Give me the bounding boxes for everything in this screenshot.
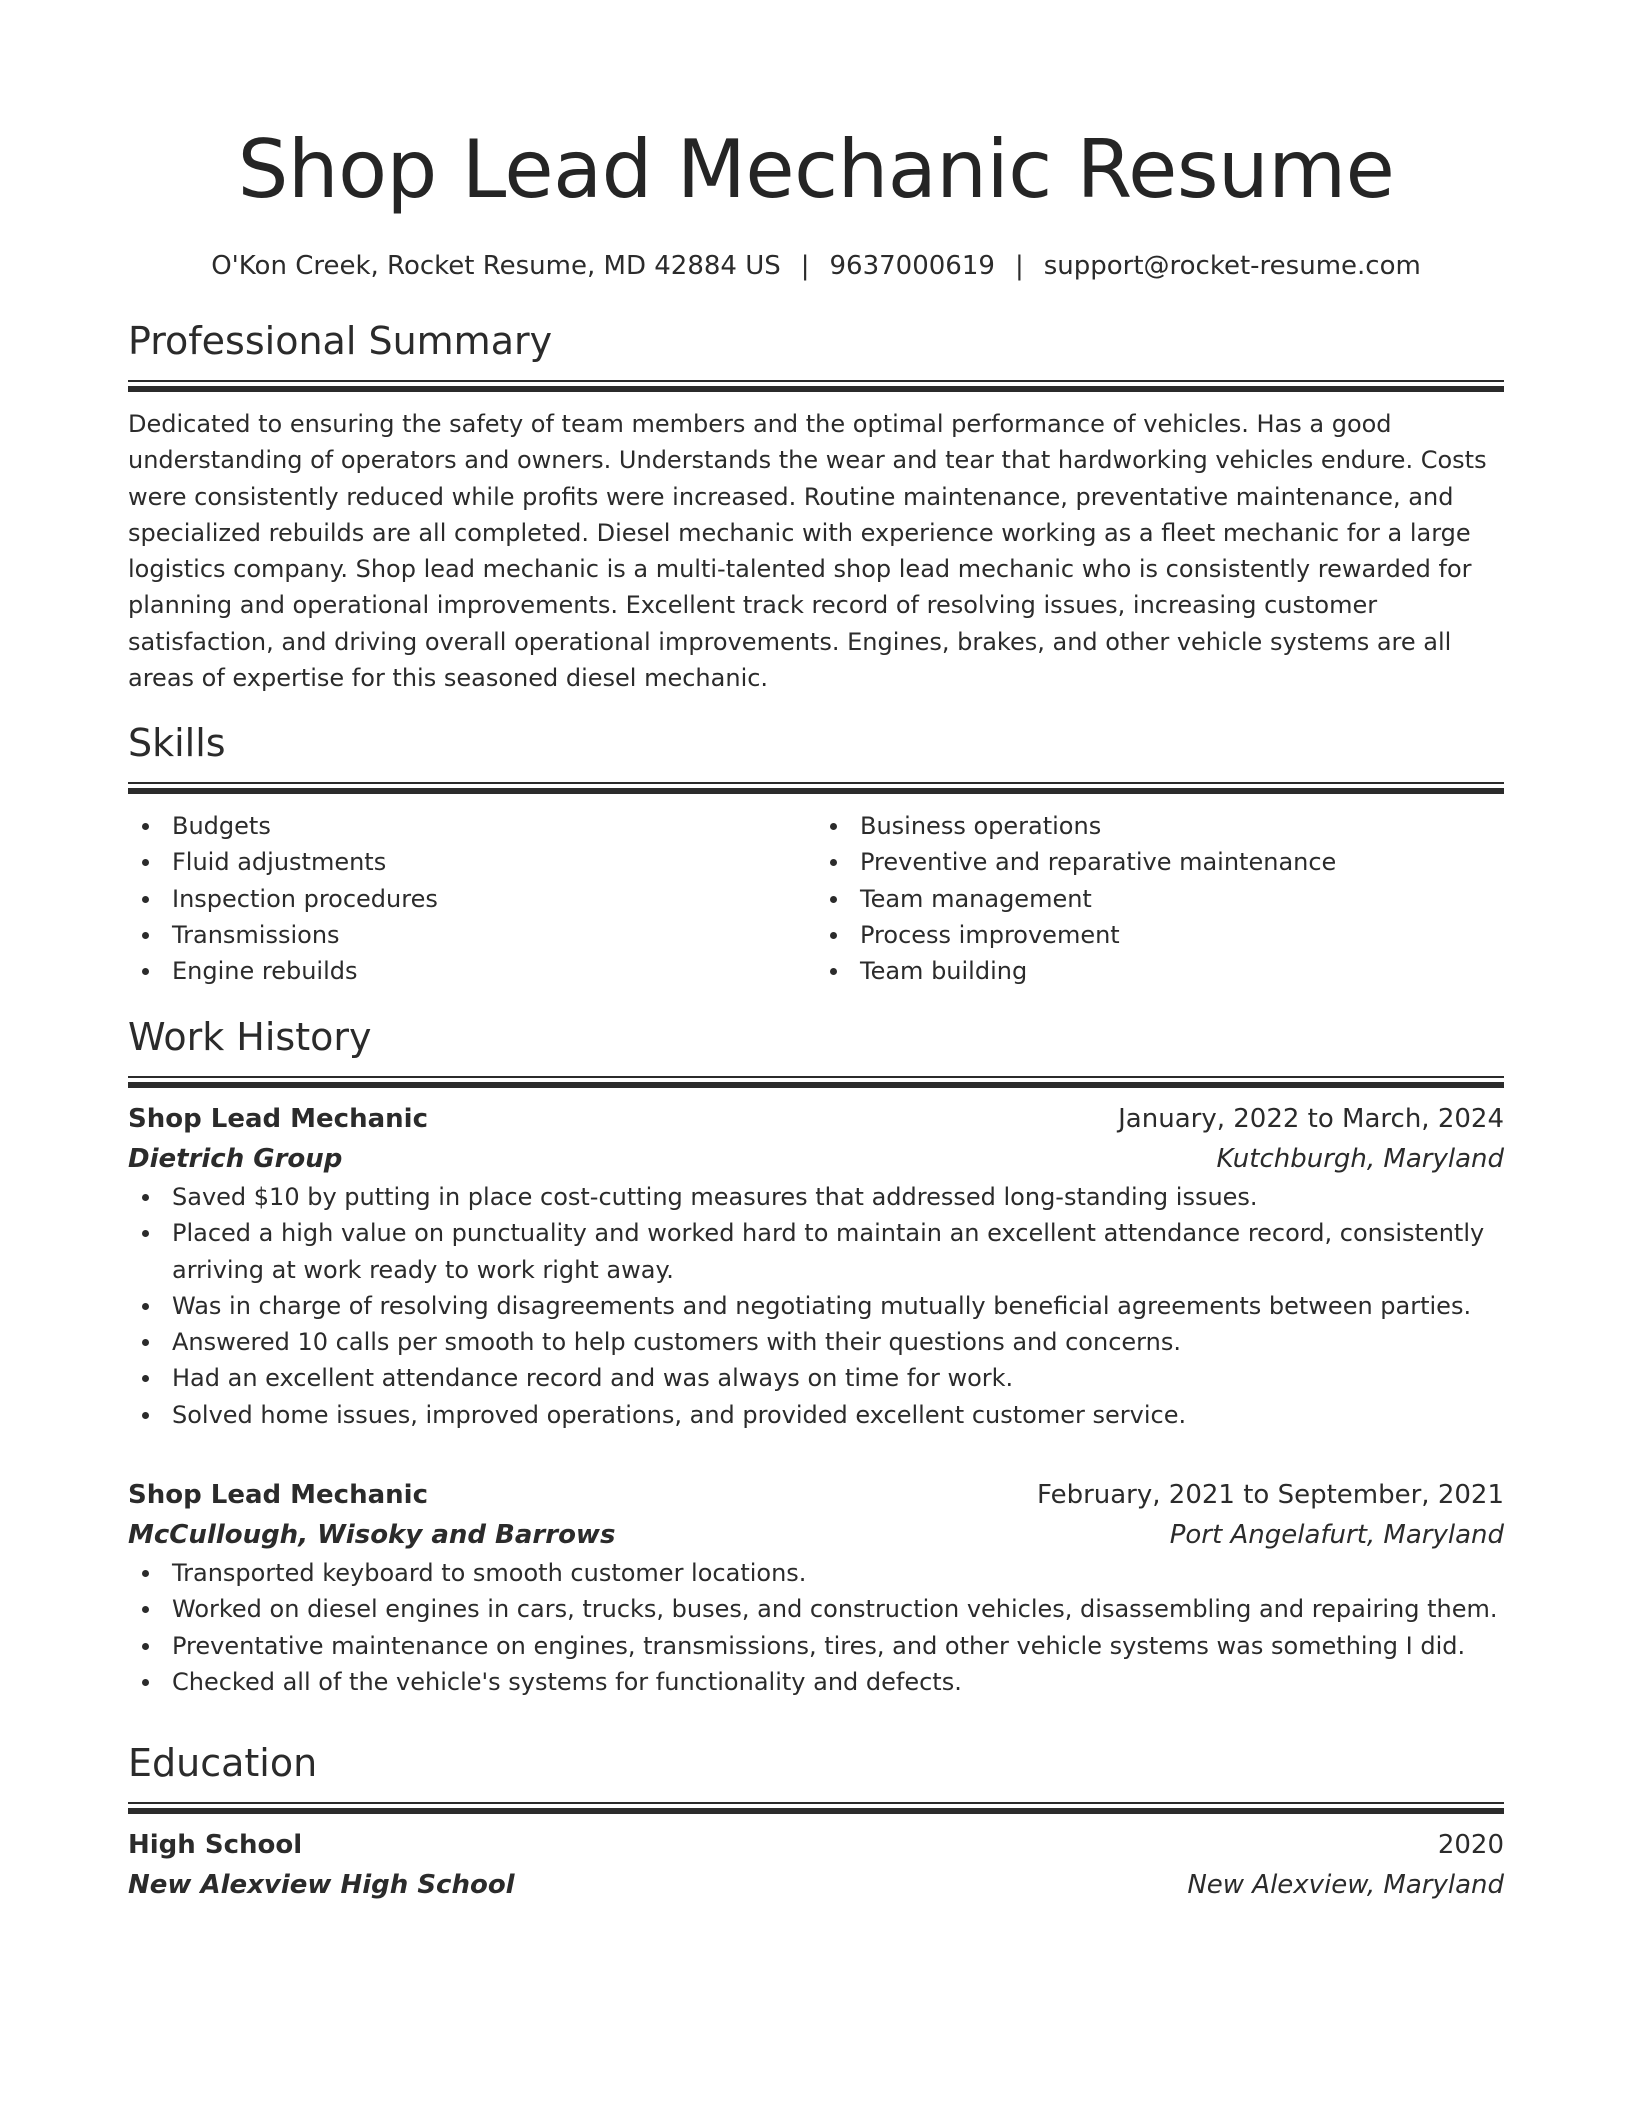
skills-section <box>128 718 1504 989</box>
job-entry <box>128 1475 1504 1700</box>
job-company-row <box>128 1515 1504 1555</box>
section-divider <box>128 782 1504 794</box>
skill-item: Transmissions <box>128 917 816 953</box>
job-header-row <box>128 1099 1504 1139</box>
skill-item: Business operations <box>816 808 1504 844</box>
job-location: Port Angelafurt, Maryland <box>1169 1520 1504 1550</box>
job-bullet: Had an excellent attendance record and was always on time for work. <box>128 1360 1504 1396</box>
education-location: New Alexview, Maryland <box>1187 1870 1504 1900</box>
job-bullet: Placed a high value on punctuality and worked hard to maintain an excellent attendance record, consistently arriving at work ready to work right away. <box>128 1215 1504 1288</box>
contact-separator: | <box>1014 251 1024 281</box>
job-entry <box>128 1099 1504 1433</box>
job-responsibilities <box>128 1179 1504 1433</box>
education-school-row <box>128 1865 1504 1905</box>
skill-item: Budgets <box>128 808 816 844</box>
job-title: Shop Lead Mechanic <box>128 1104 428 1134</box>
contact-phone: 9637000619 <box>829 251 995 281</box>
skill-item: Preventive and reparative maintenance <box>816 844 1504 880</box>
education-heading: Education <box>128 1741 318 1785</box>
job-location: Kutchburgh, Maryland <box>1216 1144 1504 1174</box>
summary-text: Dedicated to ensuring the safety of team members and the optimal performance of vehicles. Has a good understanding of operators and owners. Understands the wear and tear that hardworking vehicles endure. Costs were consistently reduced while profits were increased. Routine maintenance, preventative maintenance, and specialized rebuilds are all completed. Diesel mechanic with experience working as a fleet mechanic for a large logistics company. Shop lead mechanic is a multi-talented shop lead mechanic who is consistently rewarded for planning and operational improvements. Excellent track record of resolving issues, increasing customer satisfaction, and driving overall operational improvements. Engines, brakes, and other vehicle systems are all areas of expertise for this seasoned diesel mechanic. <box>128 410 1487 693</box>
skills-right-column <box>816 808 1504 989</box>
skill-item: Process improvement <box>816 917 1504 953</box>
job-company: Dietrich Group <box>128 1144 343 1174</box>
job-bullet: Answered 10 calls per smooth to help customers with their questions and concerns. <box>128 1324 1504 1360</box>
job-title: Shop Lead Mechanic <box>128 1480 428 1510</box>
job-header-row <box>128 1475 1504 1515</box>
job-bullet: Solved home issues, improved operations, and provided excellent customer service. <box>128 1397 1504 1433</box>
education-degree: High School <box>128 1830 303 1860</box>
job-bullet: Preventative maintenance on engines, transmissions, tires, and other vehicle systems was something I did. <box>128 1628 1504 1664</box>
resume-title: Shop Lead Mechanic Resume <box>237 123 1395 216</box>
education-header-row <box>128 1825 1504 1865</box>
job-dates: February, 2021 to September, 2021 <box>1037 1480 1504 1510</box>
skill-item: Team management <box>816 881 1504 917</box>
skills-left-column <box>128 808 816 989</box>
skill-item: Fluid adjustments <box>128 844 816 880</box>
summary-section <box>128 316 1504 696</box>
job-bullet: Checked all of the vehicle's systems for functionality and defects. <box>128 1664 1504 1700</box>
section-divider <box>128 1802 1504 1814</box>
job-bullet: Saved $10 by putting in place cost-cutting measures that addressed long-standing issues. <box>128 1179 1504 1215</box>
contact-address: O'Kon Creek, Rocket Resume, MD 42884 US <box>211 251 781 281</box>
summary-heading: Professional Summary <box>128 319 553 363</box>
education-school: New Alexview High School <box>128 1870 515 1900</box>
job-dates: January, 2022 to March, 2024 <box>1118 1104 1504 1134</box>
skills-columns <box>128 808 1504 989</box>
job-company-row <box>128 1139 1504 1179</box>
education-entry <box>128 1825 1504 1905</box>
contact-email: support@rocket-resume.com <box>1043 251 1421 281</box>
job-bullet: Worked on diesel engines in cars, trucks, buses, and construction vehicles, disassembling and repairing them. <box>128 1591 1504 1627</box>
contact-line <box>128 248 1504 284</box>
job-bullet: Transported keyboard to smooth customer locations. <box>128 1555 1504 1591</box>
skill-item: Engine rebuilds <box>128 953 816 989</box>
skill-item: Team building <box>816 953 1504 989</box>
education-year: 2020 <box>1437 1830 1504 1860</box>
job-company: McCullough, Wisoky and Barrows <box>128 1520 616 1550</box>
contact-separator: | <box>800 251 810 281</box>
section-divider <box>128 1076 1504 1088</box>
skills-heading: Skills <box>128 721 226 765</box>
work-history-section <box>128 1012 1504 1088</box>
work-history-heading: Work History <box>128 1015 372 1059</box>
job-bullet: Was in charge of resolving disagreements and negotiating mutually beneficial agreements between parties. <box>128 1288 1504 1324</box>
skill-item: Inspection procedures <box>128 881 816 917</box>
education-section <box>128 1738 1504 1814</box>
job-responsibilities <box>128 1555 1504 1700</box>
section-divider <box>128 380 1504 392</box>
